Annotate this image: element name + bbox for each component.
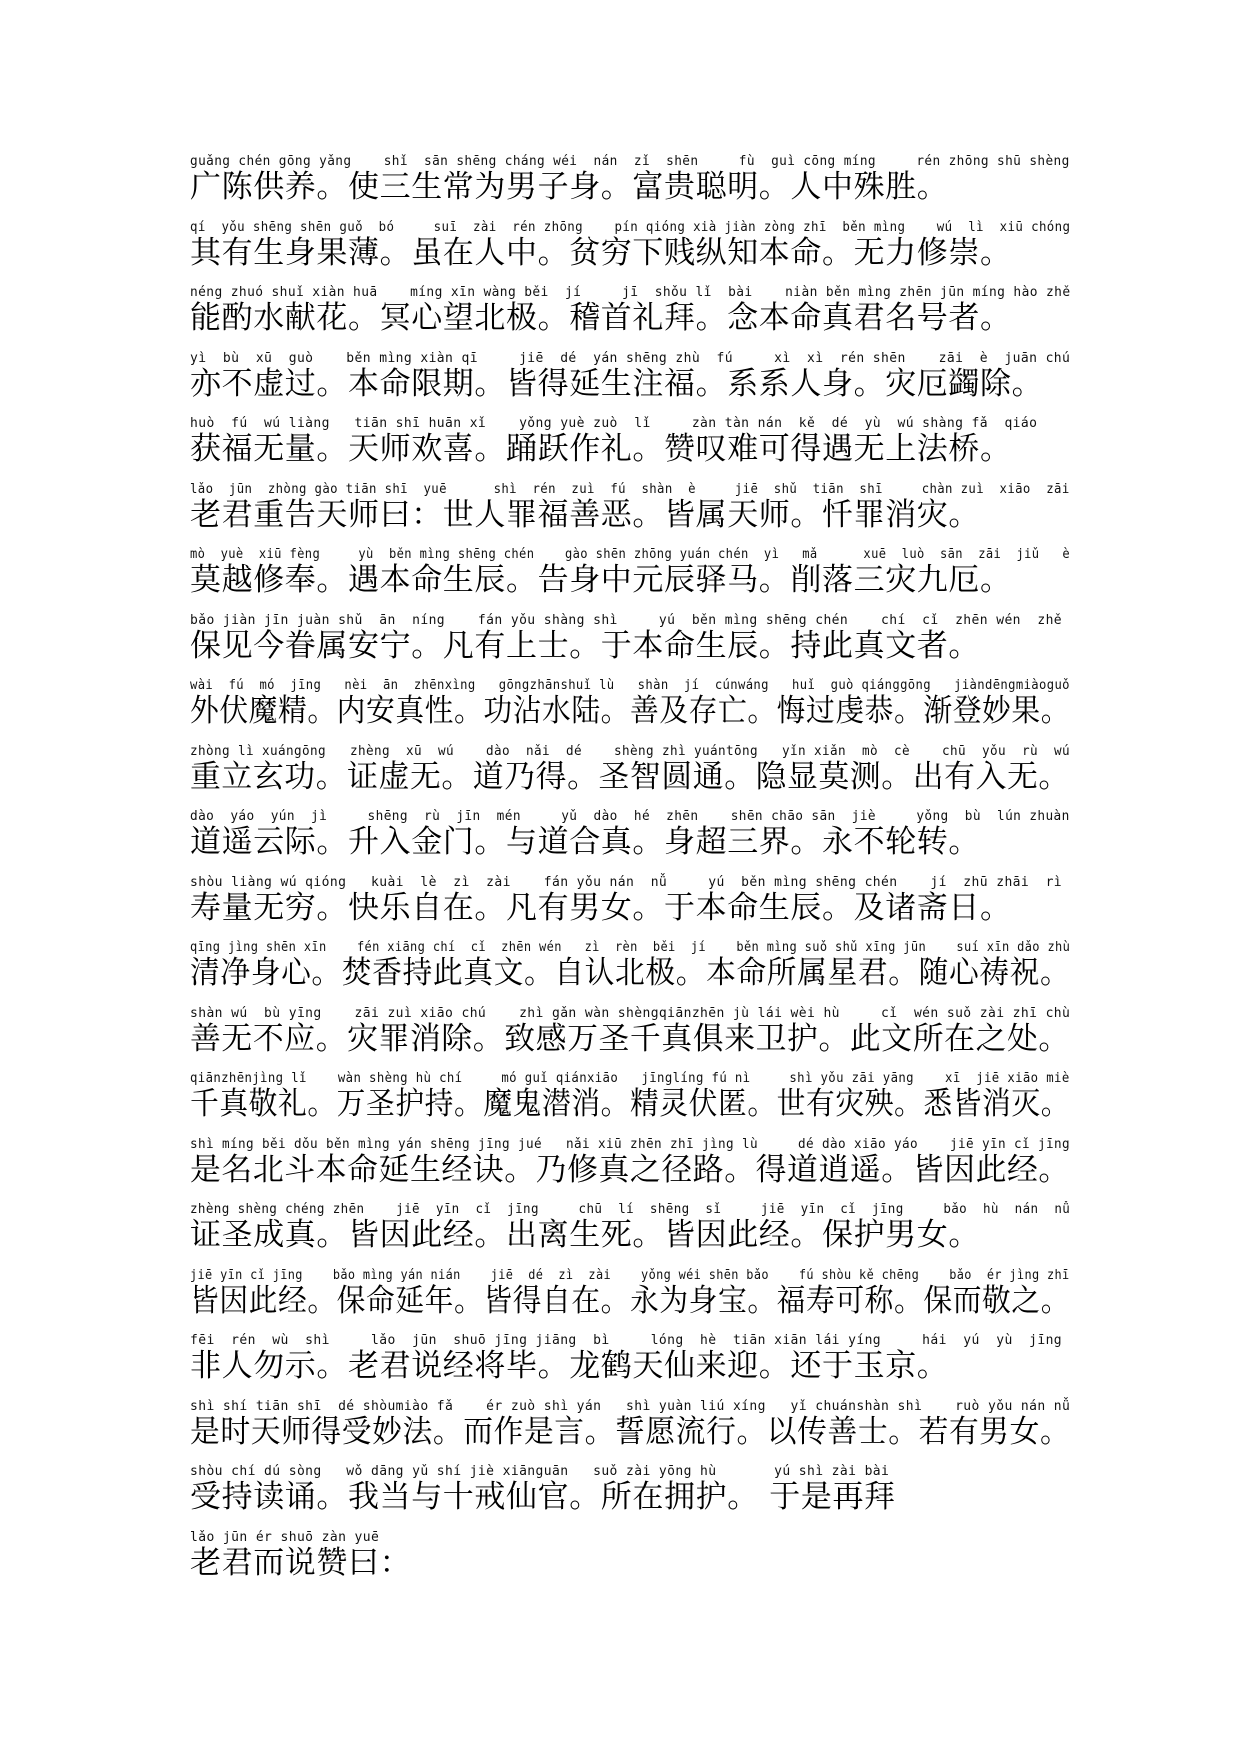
pinyin-annotation: qiānzhēnjìng lǐ wàn shèng hù chí mó guǐ qiánxiāo jīnglíng fú nì shì yǒu zāi yāng xī jiē xiāo miè bbox=[190, 1071, 1070, 1086]
text-line-22 bbox=[190, 1530, 1070, 1596]
text-line-6 bbox=[190, 482, 1070, 548]
scripture-text: 证圣成真。皆因此经。出离生死。皆因此经。保护男女。 bbox=[190, 1217, 980, 1253]
pinyin-annotation: qí yǒu shēng shēn guǒ bó suī zài rén zhōng pín qióng xià jiàn zòng zhī běn mìng wú lì xiū chóng bbox=[190, 219, 1071, 235]
text-line-9 bbox=[190, 678, 1070, 744]
pinyin-annotation: shì míng běi dǒu běn mìng yán shēng jīng jué nǎi xiū zhēn zhī jìng lù dé dào xiāo yáo jiē yīn cǐ jīng bbox=[190, 1136, 1070, 1152]
text-line-19 bbox=[190, 1333, 1070, 1399]
scripture-text: 获福无量。天师欢喜。踊跃作礼。赞叹难可得遇无上法桥。 bbox=[190, 431, 1012, 467]
scripture-text: 外伏魔精。内安真性。功沾水陆。善及存亡。悔过虔恭。渐登妙果。 bbox=[190, 693, 1071, 729]
pinyin-annotation: shàn wú bù yīng zāi zuì xiāo chú zhì gǎn wàn shèngqiānzhēn jù lái wèi hù cǐ wén suǒ zài zhī chù bbox=[190, 1005, 1071, 1021]
scripture-text: 道遥云际。升入金门。与道合真。身超三界。永不轮转。 bbox=[190, 824, 980, 860]
pinyin-annotation: zhòng lì xuángōng zhèng xū wú dào nǎi dé shèng zhì yuántōng yǐn xiǎn mò cè chū yǒu rù wú bbox=[190, 743, 1070, 759]
pinyin-annotation: zhèng shèng chéng zhēn jiē yīn cǐ jīng chū lí shēng sǐ jiē yīn cǐ jīng bǎo hù nán nǚ bbox=[190, 1202, 1071, 1217]
text-line-16 bbox=[190, 1137, 1070, 1203]
scripture-text: 是名北斗本命延生经诀。乃修真之径路。得道逍遥。皆因此经。 bbox=[190, 1151, 1070, 1188]
scripture-text: 其有生身果薄。虽在人中。贫穷下贱纵知本命。无力修崇。 bbox=[190, 234, 1012, 271]
scripture-text: 非人勿示。老君说经将毕。龙鹤天仙来迎。还于玉京。 bbox=[190, 1348, 949, 1384]
scripture-text: 莫越修奉。遇本命生辰。告身中元辰驿马。削落三灾九厄。 bbox=[190, 562, 1012, 598]
pinyin-annotation: wài fú mó jīng nèi ān zhēnxìng gōngzhānshuǐ lù shàn jí cúnwáng huǐ guò qiánggōng jiàndēngmiàoguǒ bbox=[190, 678, 1070, 693]
text-line-20 bbox=[190, 1399, 1070, 1465]
text-line-21 bbox=[190, 1464, 1070, 1530]
pinyin-annotation: mò yuè xiū fèng yù běn mìng shēng chén gào shēn zhōng yuán chén yì mǎ xuē luò sān zāi jiǔ è bbox=[190, 547, 1071, 562]
text-line-12 bbox=[190, 875, 1070, 941]
pinyin-annotation: dào yáo yún jì shēng rù jīn mén yǔ dào hé zhēn shēn chāo sān jiè yǒng bù lún zhuàn bbox=[190, 809, 1070, 824]
text-line-1 bbox=[190, 154, 1070, 220]
pinyin-annotation: bǎo jiàn jīn juàn shǔ ān níng fán yǒu shàng shì yú běn mìng shēng chén chí cǐ zhēn wén zhě bbox=[190, 612, 1063, 628]
scripture-page bbox=[190, 154, 1070, 1595]
text-line-2 bbox=[190, 220, 1070, 286]
scripture-text: 重立玄功。证虚无。道乃得。圣智圆通。隐显莫测。出有入无。 bbox=[190, 758, 1070, 795]
text-line-8 bbox=[190, 613, 1070, 679]
text-line-3 bbox=[190, 285, 1070, 351]
text-line-10 bbox=[190, 744, 1070, 810]
scripture-text: 清净身心。焚香持此真文。自认北极。本命所属星君。随心祷祝。 bbox=[190, 955, 1071, 991]
pinyin-annotation: jiē yīn cǐ jīng bǎo mìng yán nián jiē dé zì zài yǒng wéi shēn bǎo fú shòu kě chēng bǎo ér jìng zhī bbox=[190, 1267, 1070, 1283]
pinyin-annotation: guǎng chén gōng yǎng shǐ sān shēng cháng wéi nán zǐ shēn fù guì cōng míng rén zhōng shū shèng bbox=[190, 154, 1070, 169]
text-line-11 bbox=[190, 809, 1070, 875]
pinyin-annotation: lǎo jūn ér shuō zàn yuē bbox=[190, 1529, 380, 1545]
scripture-text: 老君重告天师曰：世人罪福善恶。皆属天师。忏罪消灾。 bbox=[190, 496, 980, 533]
text-line-7 bbox=[190, 547, 1070, 613]
pinyin-annotation: qīng jìng shēn xīn fén xiāng chí cǐ zhēn wén zì rèn běi jí běn mìng suǒ shǔ xīng jūn suí xīn dǎo zhù bbox=[190, 940, 1071, 955]
pinyin-annotation: lǎo jūn zhòng gào tiān shī yuē shì rén zuì fú shàn è jiē shǔ tiān shī chàn zuì xiāo zāi bbox=[190, 481, 1070, 497]
scripture-text: 寿量无穷。快乐自在。凡有男女。于本命生辰。及诸斋日。 bbox=[190, 889, 1012, 926]
pinyin-annotation: shòu liàng wú qióng kuài lè zì zài fán yǒu nán nǚ yú běn mìng shēng chén jí zhū zhāi rì bbox=[190, 874, 1063, 890]
pinyin-annotation: néng zhuó shuǐ xiàn huā míng xīn wàng běi jí jī shǒu lǐ bài niàn běn mìng zhēn jūn míng hào zhě bbox=[190, 285, 1071, 300]
pinyin-annotation: fēi rén wù shì lǎo jūn shuō jīng jiāng bì lóng hè tiān xiān lái yíng hái yú yù jīng bbox=[190, 1333, 1063, 1348]
scripture-text: 皆因此经。保命延年。皆得自在。永为身宝。福寿可称。保而敬之。 bbox=[190, 1282, 1071, 1319]
text-line-13 bbox=[190, 940, 1070, 1006]
pinyin-annotation: shòu chí dú sòng wǒ dāng yǔ shí jiè xiānguān suǒ zài yōng hù yú shì zài bài bbox=[190, 1464, 890, 1479]
scripture-text: 千真敬礼。万圣护持。魔鬼潜消。精灵伏匿。世有灾殃。悉皆消灭。 bbox=[190, 1086, 1071, 1122]
text-line-18 bbox=[190, 1268, 1070, 1334]
text-line-4 bbox=[190, 351, 1070, 417]
scripture-text: 善无不应。灾罪消除。致感万圣千真俱来卫护。此文所在之处。 bbox=[190, 1020, 1070, 1057]
pinyin-annotation: yì bù xū guò běn mìng xiàn qī jiē dé yán shēng zhù fú xì xì rén shēn zāi è juān chú bbox=[190, 350, 1071, 366]
pinyin-annotation: shì shí tiān shī dé shòumiào fǎ ér zuò shì yán shì yuàn liú xíng yǐ chuánshàn shì ruò yǒu nán nǚ bbox=[190, 1398, 1071, 1414]
scripture-text: 广陈供养。使三生常为男子身。富贵聪明。人中殊胜。 bbox=[190, 169, 949, 205]
text-line-14 bbox=[190, 1006, 1070, 1072]
scripture-text: 能酌水献花。冥心望北极。稽首礼拜。念本命真君名号者。 bbox=[190, 300, 1012, 336]
scripture-text: 老君而说赞曰： bbox=[190, 1544, 412, 1581]
pinyin-annotation: huò fú wú liàng tiān shī huān xǐ yǒng yuè zuò lǐ zàn tàn nán kě dé yù wú shàng fǎ qiáo bbox=[190, 416, 1038, 431]
scripture-text: 是时天师得受妙法。而作是言。誓愿流行。以传善士。若有男女。 bbox=[190, 1413, 1071, 1450]
scripture-text: 亦不虚过。本命限期。皆得延生注福。系系人身。灾厄蠲除。 bbox=[190, 365, 1044, 402]
scripture-text: 保见今眷属安宁。凡有上士。于本命生辰。持此真文者。 bbox=[190, 627, 980, 664]
scripture-text: 受持读诵。我当与十戒仙官。所在拥护。 于是再拜 bbox=[190, 1479, 896, 1515]
text-line-17 bbox=[190, 1202, 1070, 1268]
text-line-15 bbox=[190, 1071, 1070, 1137]
text-line-5 bbox=[190, 416, 1070, 482]
